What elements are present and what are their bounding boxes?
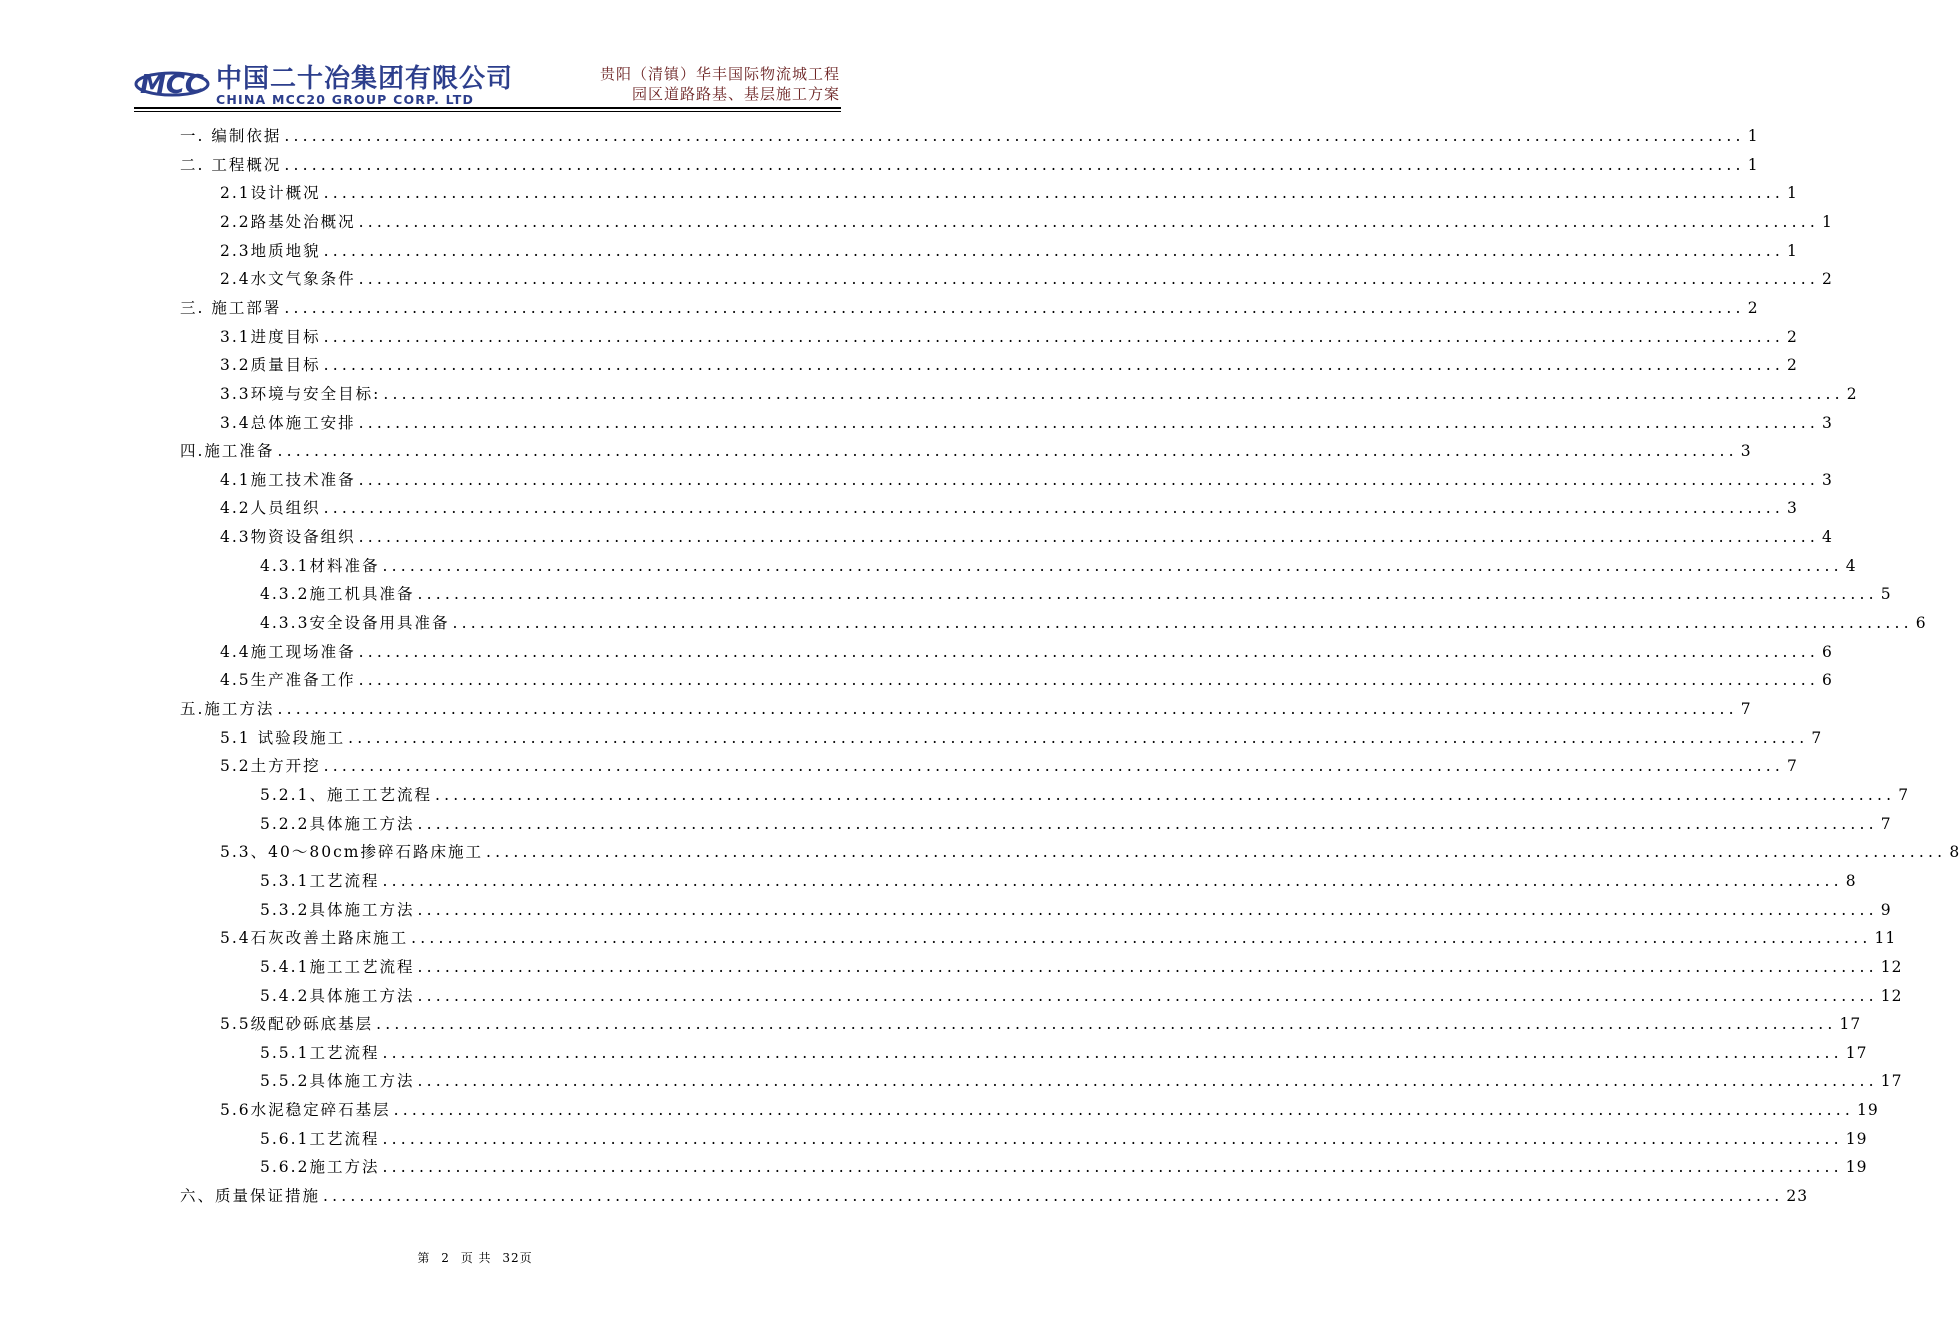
- page-footer: [0, 1249, 950, 1266]
- toc-entry[interactable]: [220, 1096, 1879, 1124]
- toc-entry-title: 5.2.1、施工工艺流程: [260, 785, 432, 804]
- toc-entry[interactable]: [220, 466, 1833, 494]
- toc-entry[interactable]: [260, 1039, 1868, 1067]
- toc-dot-leader: ................................................................................................................................................................: [323, 327, 1784, 346]
- toc-entry[interactable]: [260, 953, 1903, 981]
- toc-entry-title: 5.3.1工艺流程: [260, 871, 380, 890]
- toc-entry-page: 4: [1821, 528, 1833, 547]
- toc-entry-page: 2: [1786, 356, 1798, 375]
- toc-dot-leader: ................................................................................................................................................................: [417, 900, 1878, 919]
- toc-dot-leader: ................................................................................................................................................................: [284, 155, 1745, 174]
- toc-entry[interactable]: [220, 380, 1858, 408]
- toc-dot-leader: ................................................................................................................................................................: [411, 929, 1872, 948]
- footer-total-pages: 32页: [502, 1251, 533, 1265]
- toc-entry-page: 19: [1856, 1101, 1879, 1120]
- toc-entry-page: 1: [1747, 155, 1759, 174]
- toc-entry[interactable]: [220, 179, 1798, 207]
- toc-dot-leader: ................................................................................................................................................................: [277, 442, 1738, 461]
- toc-entry-page: 23: [1786, 1187, 1809, 1206]
- toc-entry-page: 17: [1880, 1072, 1903, 1091]
- header-rule: [134, 107, 841, 109]
- toc-entry-title: 4.1施工技术准备: [220, 470, 356, 489]
- toc-entry[interactable]: [260, 982, 1903, 1010]
- toc-entry-page: 4: [1845, 556, 1857, 575]
- toc-entry-page: 9: [1880, 900, 1892, 919]
- toc-dot-leader: ................................................................................................................................................................: [452, 614, 1913, 633]
- page-header: [0, 0, 950, 112]
- toc-dot-leader: ................................................................................................................................................................: [323, 499, 1784, 518]
- toc-entry[interactable]: [260, 810, 1892, 838]
- toc-entry-page: 2: [1786, 327, 1798, 346]
- toc-dot-leader: ................................................................................................................................................................: [382, 1129, 1843, 1148]
- toc-dot-leader: ................................................................................................................................................................: [284, 298, 1745, 317]
- toc-entry-page: 2: [1747, 298, 1759, 317]
- mcc-logo-icon: [134, 62, 210, 106]
- toc-entry-page: 3: [1740, 442, 1752, 461]
- toc-entry[interactable]: [220, 924, 1897, 952]
- toc-entry[interactable]: [220, 838, 1960, 866]
- toc-dot-leader: ................................................................................................................................................................: [417, 957, 1878, 976]
- toc-dot-leader: ................................................................................................................................................................: [358, 671, 1819, 690]
- toc-entry-title: 3.1进度目标: [220, 327, 321, 346]
- toc-entry-page: 6: [1915, 614, 1927, 633]
- toc-entry-title: 5.4.2具体施工方法: [260, 986, 415, 1005]
- toc-entry[interactable]: [220, 351, 1798, 379]
- toc-entry-page: 5: [1880, 585, 1892, 604]
- project-title-line-1: 贵阳（清镇）华丰国际物流城工程: [599, 65, 840, 83]
- toc-entry-page: 3: [1821, 470, 1833, 489]
- toc-dot-leader: ................................................................................................................................................................: [376, 1015, 1837, 1034]
- toc-entry-title: 4.2人员组织: [220, 499, 321, 518]
- toc-entry-page: 8: [1949, 843, 1960, 862]
- toc-entry-title: 5.6.2施工方法: [260, 1158, 380, 1177]
- toc-dot-leader: ................................................................................................................................................................: [358, 212, 1819, 231]
- toc-entry-title: 5.5.1工艺流程: [260, 1043, 380, 1062]
- toc-entry-page: 7: [1898, 785, 1910, 804]
- toc-entry[interactable]: [220, 265, 1833, 293]
- toc-entry-page: 1: [1786, 184, 1798, 203]
- toc-dot-leader: ................................................................................................................................................................: [348, 728, 1809, 747]
- toc-entry-page: 7: [1740, 700, 1752, 718]
- toc-dot-leader: ................................................................................................................................................................: [417, 986, 1878, 1005]
- toc-entry[interactable]: [260, 1125, 1868, 1153]
- toc-dot-leader: ................................................................................................................................................................: [382, 871, 1843, 890]
- toc-entry[interactable]: [220, 237, 1798, 265]
- toc-entry-title: 4.3.1材料准备: [260, 556, 380, 575]
- toc-dot-leader: ................................................................................................................................................................: [358, 413, 1819, 432]
- toc-entry-page: 11: [1874, 929, 1897, 948]
- company-name-en: CHINA MCC20 GROUP CORP. LTD: [216, 92, 475, 107]
- toc-entry-page: 12: [1880, 957, 1903, 976]
- toc-entry-title: 3.3环境与安全目标:: [220, 384, 381, 403]
- toc-entry-page: 12: [1880, 986, 1903, 1005]
- toc-entry[interactable]: [220, 523, 1833, 551]
- toc-entry-title: 5.5.2具体施工方法: [260, 1072, 415, 1091]
- toc-dot-leader: ................................................................................................................................................................: [358, 470, 1819, 489]
- toc-dot-leader: ................................................................................................................................................................: [383, 384, 1844, 403]
- toc-entry-page: 7: [1786, 757, 1798, 776]
- toc-entry-title: 5.6.1工艺流程: [260, 1129, 380, 1148]
- toc-dot-leader: ................................................................................................................................................................: [417, 1072, 1878, 1091]
- toc-dot-leader: ................................................................................................................................................................: [277, 700, 1738, 718]
- toc-dot-leader: ................................................................................................................................................................: [358, 642, 1819, 661]
- toc-entry[interactable]: [260, 609, 1927, 637]
- toc-dot-leader: ................................................................................................................................................................: [323, 1187, 1784, 1206]
- toc-dot-leader: ................................................................................................................................................................: [382, 1158, 1843, 1177]
- toc-dot-leader: ................................................................................................................................................................: [358, 528, 1819, 547]
- toc-dot-leader: ................................................................................................................................................................: [323, 241, 1784, 260]
- toc-entry[interactable]: [220, 323, 1798, 351]
- toc-entry[interactable]: [180, 695, 1752, 723]
- toc-entry-title: 5.4.1施工工艺流程: [260, 957, 415, 976]
- toc-dot-leader: ................................................................................................................................................................: [382, 1043, 1843, 1062]
- toc-entry-page: 6: [1821, 671, 1833, 690]
- toc-entry-title: 五.施工方法: [180, 700, 275, 718]
- toc-entry-page: 7: [1811, 728, 1823, 747]
- toc-entry[interactable]: [220, 409, 1833, 437]
- toc-entry-title: 5.3、40～80cm掺碎石路床施工: [220, 843, 483, 862]
- toc-entry[interactable]: [220, 666, 1833, 694]
- toc-dot-leader: ................................................................................................................................................................: [417, 814, 1878, 833]
- toc-dot-leader: ................................................................................................................................................................: [358, 270, 1819, 289]
- company-name-cn: 中国二十冶集团有限公司: [216, 64, 514, 94]
- toc-entry-title: 2.2路基处治概况: [220, 212, 356, 231]
- toc-entry-page: 2: [1821, 270, 1833, 289]
- toc-entry-title: 5.2.2具体施工方法: [260, 814, 415, 833]
- toc-entry[interactable]: [180, 437, 1752, 465]
- toc-entry-title: 4.3物资设备组织: [220, 528, 356, 547]
- toc-entry[interactable]: [180, 1182, 1809, 1210]
- toc-entry[interactable]: [220, 208, 1833, 236]
- toc-entry-page: 2: [1846, 384, 1858, 403]
- toc-entry-page: 17: [1839, 1015, 1862, 1034]
- toc-entry-title: 六、质量保证措施: [180, 1187, 321, 1206]
- toc-entry[interactable]: [220, 1010, 1862, 1038]
- toc-entry[interactable]: [260, 781, 1910, 809]
- toc-entry-title: 5.3.2具体施工方法: [260, 900, 415, 919]
- toc-entry[interactable]: [260, 1153, 1868, 1181]
- toc-entry-page: 7: [1880, 814, 1892, 833]
- toc-entry[interactable]: [260, 1067, 1903, 1095]
- toc-entry-page: 8: [1845, 871, 1857, 890]
- toc-entry-title: 三. 施工部署: [180, 298, 282, 317]
- toc-entry-title: 4.5生产准备工作: [220, 671, 356, 690]
- toc-entry-page: 6: [1821, 642, 1833, 661]
- toc-dot-leader: ................................................................................................................................................................: [434, 785, 1896, 804]
- toc-entry-title: 2.3地质地貌: [220, 241, 321, 260]
- svg-text:MCC: MCC: [139, 70, 205, 100]
- toc-entry-page: 1: [1747, 127, 1759, 145]
- toc-entry-title: 一. 编制依据: [180, 127, 282, 145]
- toc-entry-title: 4.3.2施工机具准备: [260, 585, 415, 604]
- toc-entry-title: 3.2质量目标: [220, 356, 321, 375]
- toc-entry-title: 5.6水泥稳定碎石基层: [220, 1101, 391, 1120]
- toc-entry[interactable]: [220, 494, 1798, 522]
- toc-dot-leader: ................................................................................................................................................................: [323, 184, 1784, 203]
- toc-dot-leader: ................................................................................................................................................................: [284, 127, 1745, 145]
- footer-current-page: 2: [441, 1251, 450, 1265]
- toc-entry-title: 5.2土方开挖: [220, 757, 321, 776]
- toc-entry[interactable]: [260, 580, 1892, 608]
- toc-dot-leader: ................................................................................................................................................................: [485, 843, 1947, 862]
- toc-entry-page: 19: [1845, 1129, 1868, 1148]
- toc-entry[interactable]: [260, 552, 1857, 580]
- footer-prefix: 第: [417, 1251, 431, 1265]
- toc-entry[interactable]: [180, 151, 1759, 179]
- toc-entry-page: 3: [1821, 413, 1833, 432]
- toc-entry-page: 1: [1786, 241, 1798, 260]
- toc-entry-title: 5.1 试验段施工: [220, 728, 346, 747]
- header-rule-thin: [134, 111, 841, 112]
- toc-entry-page: 19: [1845, 1158, 1868, 1177]
- toc-entry[interactable]: [220, 752, 1798, 780]
- toc-dot-leader: ................................................................................................................................................................: [323, 757, 1784, 776]
- toc-entry[interactable]: [260, 867, 1857, 895]
- toc-entry-title: 3.4总体施工安排: [220, 413, 356, 432]
- toc-entry-page: 3: [1786, 499, 1798, 518]
- toc-entry-title: 4.3.3安全设备用具准备: [260, 614, 450, 633]
- toc-entry-title: 四.施工准备: [180, 442, 275, 461]
- toc-entry-page: 1: [1821, 212, 1833, 231]
- toc-entry[interactable]: [180, 294, 1759, 322]
- toc-dot-leader: ................................................................................................................................................................: [382, 556, 1843, 575]
- toc-entry-title: 4.4施工现场准备: [220, 642, 356, 661]
- footer-middle: 页 共: [460, 1251, 492, 1265]
- toc-entry-title: 2.4水文气象条件: [220, 270, 356, 289]
- toc-entry[interactable]: [260, 896, 1892, 924]
- toc-entry-title: 2.1设计概况: [220, 184, 321, 203]
- toc-entry-page: 17: [1845, 1043, 1868, 1062]
- toc-entry-title: 二. 工程概况: [180, 155, 282, 174]
- project-title-line-2: 园区道路路基、基层施工方案: [631, 85, 840, 103]
- toc-entry[interactable]: [220, 638, 1833, 666]
- toc-entry[interactable]: [180, 122, 1759, 150]
- toc-dot-leader: ................................................................................................................................................................: [417, 585, 1878, 604]
- toc-entry-title: 5.5级配砂砾底基层: [220, 1015, 374, 1034]
- toc-dot-leader: ................................................................................................................................................................: [393, 1101, 1854, 1120]
- toc-entry[interactable]: [220, 724, 1823, 752]
- toc-dot-leader: ................................................................................................................................................................: [323, 356, 1784, 375]
- project-title: [600, 64, 840, 104]
- toc-entry-title: 5.4石灰改善土路床施工: [220, 929, 409, 948]
